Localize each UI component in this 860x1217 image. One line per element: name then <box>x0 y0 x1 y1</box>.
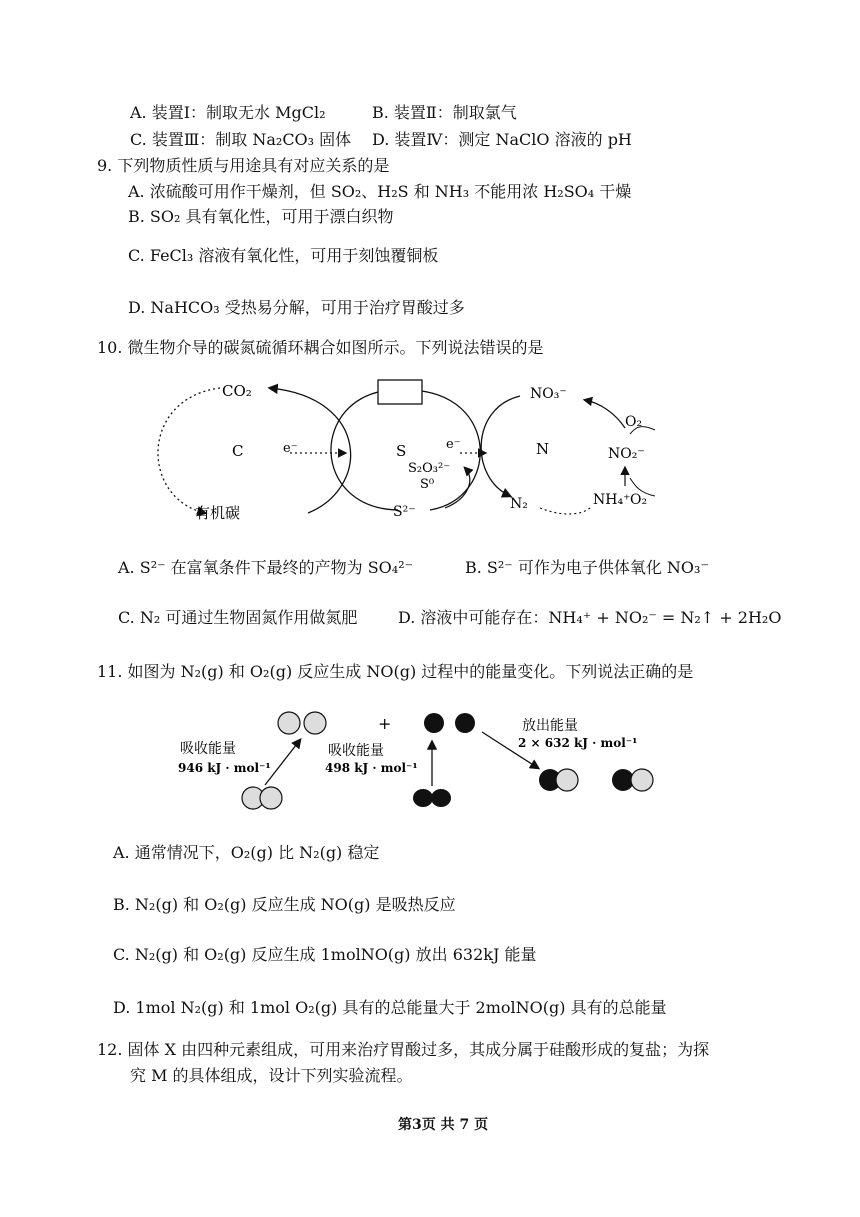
o2-molecule-atom <box>431 789 451 807</box>
label-e2: e⁻ <box>446 437 461 452</box>
q9-stem: 9. 下列物质性质与用途具有对应关系的是 <box>97 156 390 175</box>
q8-option-a: A. 装置Ⅰ：制取无水 MgCl₂ <box>130 103 326 122</box>
q10-option-a: A. S²⁻ 在富氧条件下最终的产物为 SO₄²⁻ <box>118 558 414 577</box>
q11-option-a: A. 通常情况下，O₂(g) 比 N₂(g) 稳定 <box>113 843 380 862</box>
label-e1: e⁻ <box>283 441 298 456</box>
label-s: S <box>396 442 407 460</box>
q10-option-b: B. S²⁻ 可作为电子供体氧化 NO₃⁻ <box>465 558 709 577</box>
carbon-dotted-arc <box>158 388 220 513</box>
label-organic-carbon: 有机碳 <box>195 504 241 522</box>
q11-stem: 11. 如图为 N₂(g) 和 O₂(g) 反应生成 NO(g) 过程中的能量变化。下列说法正确的是 <box>97 662 694 681</box>
label-c: C <box>232 442 244 460</box>
blank-box <box>378 380 422 404</box>
no-molecule-n <box>631 769 653 791</box>
absorb2-label: 吸收能量 <box>328 743 384 759</box>
n2-nh4-dotted <box>540 508 590 514</box>
label-o2-bottom: O₂ <box>630 492 648 508</box>
o2-molecule-atom <box>413 789 433 807</box>
q9-option-d: D. NaHCO₃ 受热易分解，可用于治疗胃酸过多 <box>128 298 465 317</box>
label-no3: NO₃⁻ <box>530 386 567 402</box>
q9-option-b: B. SO₂ 具有氧化性，可用于漂白织物 <box>128 207 394 226</box>
plus-sign: + <box>378 714 392 733</box>
q12-stem-line2: 究 M 的具体组成，设计下列实验流程。 <box>130 1066 413 1085</box>
absorb2-value: 498 kJ · mol⁻¹ <box>325 761 418 775</box>
q9-option-c: C. FeCl₃ 溶液有氧化性，可用于刻蚀覆铜板 <box>128 246 439 265</box>
label-nh4: NH₄⁺ <box>593 492 631 508</box>
label-o2-top: O₂ <box>625 414 643 430</box>
label-n: N <box>536 440 550 458</box>
q8-option-b: B. 装置Ⅱ：制取氯气 <box>372 103 517 122</box>
cnss-cycle-diagram <box>140 368 680 528</box>
q10-option-c: C. N₂ 可通过生物固氮作用做氮肥 <box>118 608 358 627</box>
q10-option-d: D. 溶液中可能存在：NH₄⁺ + NO₂⁻ = N₂↑ + 2H₂O <box>398 608 782 627</box>
q8-option-c: C. 装置Ⅲ：制取 Na₂CO₃ 固体 <box>130 130 352 149</box>
energy-change-diagram <box>170 700 690 820</box>
n-atom <box>304 712 326 734</box>
n2-molecule-atom <box>260 787 282 809</box>
absorb1-value: 946 kJ · mol⁻¹ <box>178 761 271 775</box>
q9-option-a: A. 浓硫酸可用作干燥剂，但 SO₂、H₂S 和 NH₃ 不能用浓 H₂SO₄ 干燥 <box>128 182 632 201</box>
q11-option-d: D. 1mol N₂(g) 和 1mol O₂(g) 具有的总能量大于 2molNO(g) 具有的总能量 <box>113 998 667 1017</box>
q8-option-d: D. 装置Ⅳ：测定 NaClO 溶液的 pH <box>372 130 632 149</box>
q10-stem: 10. 微生物介导的碳氮硫循环耦合如图所示。下列说法错误的是 <box>97 338 544 357</box>
release-value: 2 × 632 kJ · mol⁻¹ <box>518 736 638 750</box>
no-molecule-n <box>556 769 578 791</box>
label-s2-: S²⁻ <box>393 504 416 520</box>
label-n2: N₂ <box>510 496 528 512</box>
no2-no3-arrow <box>585 400 625 428</box>
page-number: 第3页 共 7 页 <box>398 1117 489 1133</box>
release-label: 放出能量 <box>522 718 578 734</box>
label-no2: NO₂⁻ <box>608 446 645 462</box>
absorb1-label: 吸收能量 <box>180 741 236 757</box>
label-s2o3: S₂O₃²⁻ <box>408 461 451 476</box>
o-atom <box>455 713 475 733</box>
label-s0: S⁰ <box>420 477 435 492</box>
n-atom <box>278 712 300 734</box>
sulfur-left-arc <box>331 390 398 510</box>
q11-option-c: C. N₂(g) 和 O₂(g) 反应生成 1molNO(g) 放出 632kJ 能量 <box>113 945 537 964</box>
q11-option-b: B. N₂(g) 和 O₂(g) 反应生成 NO(g) 是吸热反应 <box>113 895 456 914</box>
nitrogen-left-arc <box>481 396 520 496</box>
q12-stem-line1: 12. 固体 X 由四种元素组成，可用来治疗胃酸过多，其成分属于硅酸形成的复盐；为探 <box>97 1040 710 1059</box>
o-atom <box>424 713 444 733</box>
label-co2: CO₂ <box>222 382 252 400</box>
